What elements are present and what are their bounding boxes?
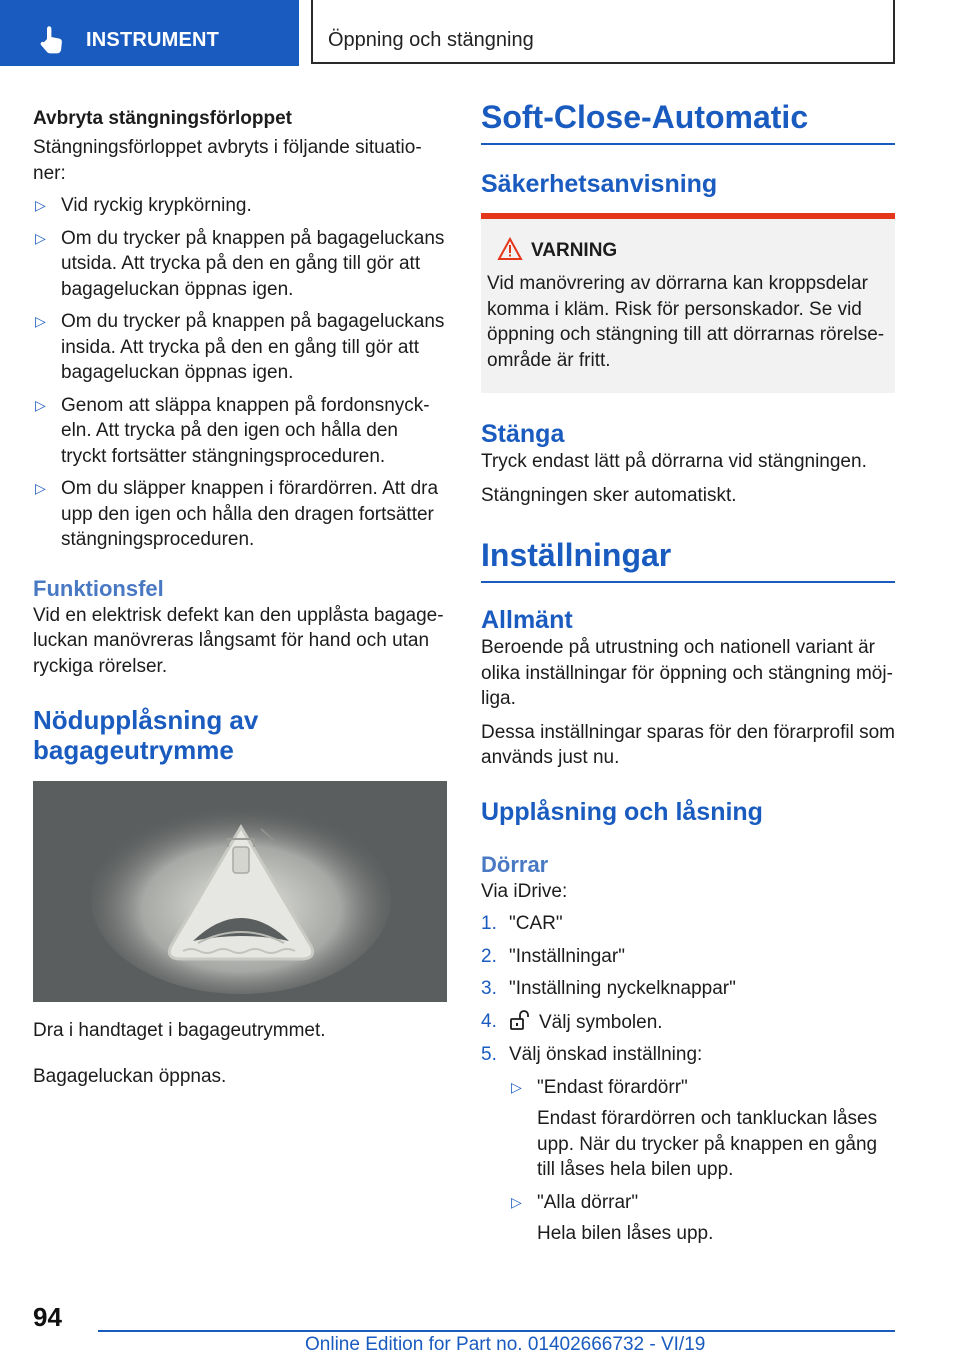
warning-box [481, 213, 895, 393]
step-text: Välj symbolen. [539, 1011, 663, 1033]
list-item-text: Vid ryckig krypkörning. [61, 195, 252, 216]
list-item [33, 309, 447, 386]
general-text-1: Beroende på utrustning och nationell variant är olika inställningar för öppning och stängning möj-liga. [481, 637, 893, 709]
step-number: 3. [481, 978, 497, 999]
abort-list [33, 193, 447, 553]
unlock-icon [509, 1009, 531, 1031]
trunk-handle-photo [33, 781, 447, 1002]
list-item [509, 1190, 895, 1247]
step-number: 2. [481, 945, 497, 967]
soft-close-heading: Soft-Close-Automatic [481, 99, 809, 135]
triangle-bullet-icon: ▷ [511, 1078, 522, 1095]
page-header [0, 0, 960, 68]
list-item [33, 393, 447, 470]
settings-heading: Inställningar [481, 537, 672, 573]
abort-intro: Stängningsförloppet avbryts i följande situatio-ner: [33, 137, 422, 184]
close-heading: Stänga [481, 420, 565, 448]
general-heading: Allmänt [481, 606, 573, 634]
section-tab[interactable] [0, 0, 299, 66]
warning-triangle-icon [497, 237, 523, 261]
triangle-bullet-icon: ▷ [35, 229, 46, 246]
via-idrive: Via iDrive: [481, 880, 568, 902]
list-item [33, 476, 447, 553]
heading-rule [481, 143, 895, 145]
doors-heading: Dörrar [481, 851, 549, 877]
options-list [509, 1075, 895, 1247]
emergency-heading: Nödupplåsning av bagageutrymme [33, 705, 259, 765]
step-text: "CAR" [509, 913, 563, 934]
caption-2: Bagageluckan öppnas. [33, 1065, 227, 1087]
page-title: Öppning och stängning [328, 29, 534, 51]
list-item-text: Om du trycker på knappen på bagageluckans utsida. Att trycka på den en gång till gör att bagageluckan öppnas igen. [61, 227, 445, 300]
list-item [481, 1009, 895, 1036]
abort-heading: Avbryta stängningsförloppet [33, 108, 292, 129]
step-number: 1. [481, 913, 497, 934]
list-item-text: Om du trycker på knappen på bagageluckans insida. Att trycka på den en gång till gör att bagageluckan öppnas igen. [61, 311, 445, 383]
triangle-bullet-icon: ▷ [35, 396, 46, 413]
fault-text: Vid en elektrisk defekt kan den upplåsta bagage-luckan manövreras långsamt för hand och utan ryckiga rörelser. [33, 604, 444, 677]
left-column [33, 98, 447, 1089]
safety-heading: Säkerhetsanvisning [481, 170, 718, 198]
caption-1: Dra i handtaget i bagageutrymmet. [33, 1020, 326, 1041]
hand-pointer-icon [38, 25, 66, 55]
triangle-bullet-icon: ▷ [35, 197, 46, 213]
section-label: INSTRUMENT [86, 29, 220, 51]
lock-heading: Upplåsning och låsning [481, 797, 763, 826]
step-text: "Inställningar" [509, 945, 625, 967]
warning-title-row [487, 239, 887, 263]
edition-text: Online Edition for Part no. 01402666732 - VI/19 [305, 1334, 706, 1355]
option-desc: Endast förardörren och tankluckan låses upp. När du trycker på knappen en gång till låses hela bilen upp. [537, 1108, 878, 1180]
step-number: 5. [481, 1044, 497, 1065]
step-text: Välj önskad inställning: [509, 1044, 703, 1065]
page-title-box [311, 0, 895, 64]
step-text: "Inställning nyckelknappar" [509, 978, 736, 999]
trunk-release-handle-illustration [33, 781, 447, 1002]
fault-heading: Funktionsfel [33, 575, 164, 601]
list-item-text: Om du släpper knappen i förardörren. Att dra upp den igen och hålla den dragen fortsätter stängningsproceduren. [61, 478, 439, 550]
step-number: 4. [481, 1010, 497, 1032]
list-item [481, 976, 895, 1002]
list-item [509, 1075, 895, 1183]
option-desc: Hela bilen låses upp. [537, 1223, 714, 1244]
option-label: "Alla dörrar" [537, 1191, 639, 1213]
general-text-2: Dessa inställningar sparas för den förarprofil som används just nu. [481, 721, 895, 768]
list-item-text: Genom att släppa knappen på fordonsnyck-eln. Att trycka på den igen och hålla den tryckt fortsätter stängningsproceduren. [61, 394, 430, 467]
close-text-1: Tryck endast lätt på dörrarna vid stängningen. [481, 451, 867, 472]
heading-rule [481, 581, 895, 583]
triangle-bullet-icon: ▷ [511, 1193, 522, 1210]
option-label: "Endast förardörr" [537, 1076, 688, 1098]
list-item [33, 193, 447, 219]
warning-title: VARNING [531, 240, 618, 261]
steps-list [481, 911, 895, 1247]
warning-text: Vid manövrering av dörrarna kan kroppsdelar komma i kläm. Risk för personskador. Se vid öppning och stängning till att dörrarnas rörelse-område är fritt. [487, 273, 885, 371]
list-item [481, 1042, 895, 1247]
close-text-2: Stängningen sker automatiskt. [481, 484, 737, 506]
list-item [481, 944, 895, 970]
right-column [481, 98, 895, 1247]
page-number: 94 [33, 1302, 62, 1332]
list-item [481, 911, 895, 937]
footer-rule [98, 1330, 895, 1332]
triangle-bullet-icon: ▷ [35, 480, 46, 496]
triangle-bullet-icon: ▷ [35, 313, 46, 329]
list-item [33, 226, 447, 303]
